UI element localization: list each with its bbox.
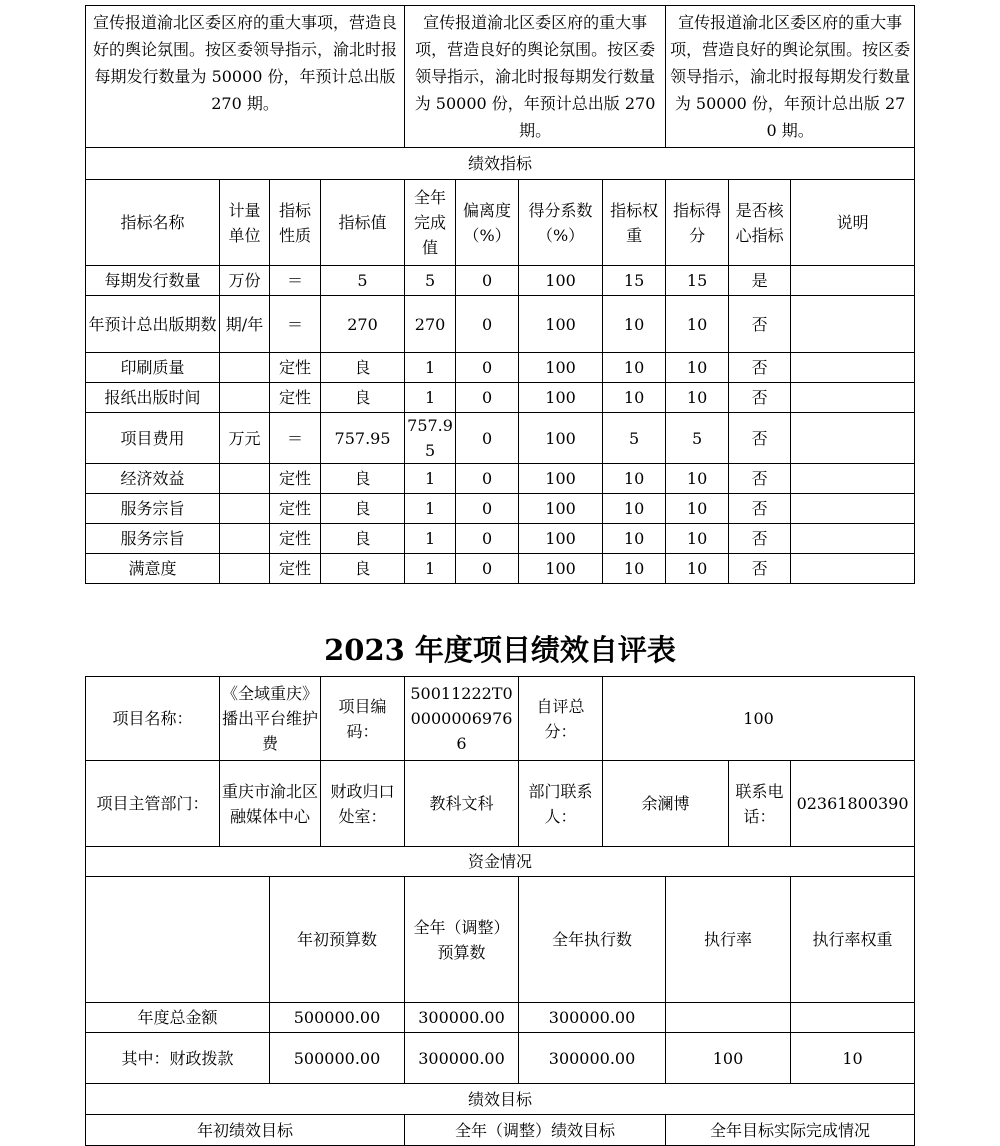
indicator-cell: 否	[729, 554, 791, 584]
funds-cell: 300000.00	[405, 1003, 519, 1033]
indicator-header-cell: 得分系数（%）	[519, 180, 603, 266]
performance-indicator-table	[85, 5, 915, 584]
indicator-cell: 10	[603, 494, 666, 524]
indicator-cell	[791, 353, 915, 383]
indicator-cell: ＝	[270, 296, 321, 353]
indicator-cell: 15	[603, 266, 666, 296]
indicator-cell	[791, 413, 915, 464]
page-title: 2023 年度项目绩效自评表	[324, 633, 676, 667]
indicator-cell: 100	[519, 413, 603, 464]
indicator-cell: 10	[666, 494, 729, 524]
indicator-cell: 270	[405, 296, 456, 353]
indicator-cell: 270	[321, 296, 405, 353]
funds-header-blank	[86, 877, 270, 1003]
indicator-section-title: 绩效指标	[86, 148, 915, 180]
indicator-header-cell: 指标权重	[603, 180, 666, 266]
indicator-cell	[791, 494, 915, 524]
score-label: 自评总分：	[519, 677, 603, 761]
table-row	[86, 296, 915, 353]
indicator-cell: 0	[456, 494, 519, 524]
indicator-cell: 否	[729, 494, 791, 524]
indicator-cell: 757.95	[321, 413, 405, 464]
indicator-cell: 良	[321, 464, 405, 494]
indicator-cell: 5	[603, 413, 666, 464]
table-row	[86, 413, 915, 464]
indicator-cell: 0	[456, 353, 519, 383]
indicator-header-cell: 计量单位	[220, 180, 270, 266]
indicator-header-cell: 说明	[791, 180, 915, 266]
finance-office: 教科文科	[405, 761, 519, 847]
indicator-cell: 10	[666, 383, 729, 413]
goal-header-adjusted: 全年（调整）绩效目标	[405, 1115, 666, 1146]
indicator-cell: 100	[519, 494, 603, 524]
indicator-cell: 10	[603, 464, 666, 494]
indicator-cell: 10	[603, 554, 666, 584]
indicator-cell: ＝	[270, 266, 321, 296]
self-score: 100	[603, 677, 915, 761]
indicator-cell: 经济效益	[86, 464, 220, 494]
indicator-cell: 1	[405, 494, 456, 524]
indicator-header-cell: 全年完成值	[405, 180, 456, 266]
indicator-cell: 10	[666, 464, 729, 494]
indicator-header-cell: 指标名称	[86, 180, 220, 266]
indicator-cell: 定性	[270, 353, 321, 383]
indicator-cell: 100	[519, 296, 603, 353]
funds-cell	[666, 1003, 791, 1033]
contact-person: 余澜博	[603, 761, 729, 847]
indicator-cell: 印刷质量	[86, 353, 220, 383]
phone-label: 联系电话：	[729, 761, 791, 847]
indicator-cell: 10	[603, 524, 666, 554]
indicator-cell	[791, 383, 915, 413]
indicator-cell: 报纸出版时间	[86, 383, 220, 413]
indicator-cell: 定性	[270, 383, 321, 413]
indicator-cell	[220, 494, 270, 524]
indicator-cell: 100	[519, 554, 603, 584]
indicator-cell: 100	[519, 524, 603, 554]
indicator-cell	[220, 554, 270, 584]
indicator-cell	[220, 524, 270, 554]
dept-label: 项目主管部门：	[86, 761, 220, 847]
table-row	[86, 266, 915, 296]
indicator-cell: 0	[456, 413, 519, 464]
indicator-cell: 5	[666, 413, 729, 464]
funds-header-cell: 年初预算数	[270, 877, 405, 1003]
indicator-cell	[220, 353, 270, 383]
project-code: 50011222T000000069766	[405, 677, 519, 761]
indicator-cell: 定性	[270, 554, 321, 584]
table-row	[86, 524, 915, 554]
indicator-cell: 期/年	[220, 296, 270, 353]
goal-header-initial: 年初绩效目标	[86, 1115, 405, 1146]
table-row	[86, 383, 915, 413]
funds-cell: 300000.00	[519, 1003, 666, 1033]
indicator-cell: 项目费用	[86, 413, 220, 464]
funds-cell: 500000.00	[270, 1033, 405, 1084]
indicator-cell: 10	[603, 296, 666, 353]
funds-cell: 300000.00	[405, 1033, 519, 1084]
indicator-cell: 100	[519, 266, 603, 296]
funds-cell	[791, 1003, 915, 1033]
indicator-header-cell: 是否核心指标	[729, 180, 791, 266]
indicator-cell: 是	[729, 266, 791, 296]
indicator-cell: 5	[405, 266, 456, 296]
indicator-cell	[791, 524, 915, 554]
indicator-cell: 0	[456, 383, 519, 413]
indicator-cell: 否	[729, 353, 791, 383]
indicator-cell: 10	[666, 554, 729, 584]
indicator-cell: 定性	[270, 524, 321, 554]
funds-cell: 300000.00	[519, 1033, 666, 1084]
indicator-cell: 0	[456, 524, 519, 554]
indicator-cell: 服务宗旨	[86, 524, 220, 554]
indicator-cell	[220, 383, 270, 413]
project-name-label: 项目名称：	[86, 677, 220, 761]
funds-cell: 100	[666, 1033, 791, 1084]
indicator-cell: 0	[456, 464, 519, 494]
indicator-cell: 否	[729, 464, 791, 494]
funds-header-cell: 全年（调整）预算数	[405, 877, 519, 1003]
funds-row-label: 其中：财政拨款	[86, 1033, 270, 1084]
indicator-cell: 1	[405, 383, 456, 413]
indicator-cell: 年预计总出版期数	[86, 296, 220, 353]
table-row	[86, 353, 915, 383]
funds-header-cell: 执行率权重	[791, 877, 915, 1003]
indicator-cell	[791, 464, 915, 494]
indicator-cell: 良	[321, 554, 405, 584]
indicator-cell: 服务宗旨	[86, 494, 220, 524]
indicator-cell: 1	[405, 464, 456, 494]
indicator-cell: 10	[603, 383, 666, 413]
indicator-cell: 否	[729, 413, 791, 464]
indicator-cell	[791, 554, 915, 584]
indicator-header-cell: 指标得分	[666, 180, 729, 266]
table-row	[86, 464, 915, 494]
goal-section-title: 绩效目标	[86, 1084, 915, 1115]
indicator-cell: 定性	[270, 464, 321, 494]
indicator-cell: 万份	[220, 266, 270, 296]
indicator-cell: 100	[519, 383, 603, 413]
indicator-cell: 10	[666, 524, 729, 554]
indicator-cell: 1	[405, 554, 456, 584]
funds-row-label: 年度总金额	[86, 1003, 270, 1033]
finance-label: 财政归口处室：	[321, 761, 405, 847]
project-name: 《全域重庆》播出平台维护费	[220, 677, 321, 761]
indicator-cell: 万元	[220, 413, 270, 464]
adjusted-target-text: 宣传报道渝北区委区府的重大事项，营造良好的舆论氛围。按区委领导指示，渝北时报每期发行数量为 50000 份，年预计总出版 270 期。	[405, 6, 666, 148]
funds-section-title: 资金情况	[86, 847, 915, 877]
indicator-cell: 10	[666, 296, 729, 353]
table-row	[86, 1003, 915, 1033]
funds-cell: 10	[791, 1033, 915, 1084]
indicator-cell: ＝	[270, 413, 321, 464]
funds-header-cell: 全年执行数	[519, 877, 666, 1003]
indicator-cell: 良	[321, 524, 405, 554]
indicator-header-cell: 偏离度（%）	[456, 180, 519, 266]
indicator-cell: 757.95	[405, 413, 456, 464]
indicator-cell: 100	[519, 353, 603, 383]
self-evaluation-table	[85, 676, 915, 1146]
funds-cell: 500000.00	[270, 1003, 405, 1033]
indicator-cell: 1	[405, 353, 456, 383]
indicator-cell: 良	[321, 383, 405, 413]
contact-label: 部门联系人：	[519, 761, 603, 847]
indicator-header-cell: 指标性质	[270, 180, 321, 266]
indicator-cell: 0	[456, 266, 519, 296]
table-row	[86, 554, 915, 584]
indicator-cell	[220, 464, 270, 494]
indicator-cell: 否	[729, 524, 791, 554]
dept: 重庆市渝北区融媒体中心	[220, 761, 321, 847]
indicator-cell: 100	[519, 464, 603, 494]
actual-completion-text: 宣传报道渝北区委区府的重大事项，营造良好的舆论氛围。按区委领导指示，渝北时报每期发行数量为 50000 份，年预计总出版 270 期。	[666, 6, 915, 148]
initial-target-text: 宣传报道渝北区委区府的重大事项，营造良好的舆论氛围。按区委领导指示，渝北时报每期发行数量为 50000 份，年预计总出版 270 期。	[86, 6, 405, 148]
indicator-cell: 10	[666, 353, 729, 383]
indicator-cell: 否	[729, 296, 791, 353]
indicator-cell: 满意度	[86, 554, 220, 584]
indicator-cell: 0	[456, 296, 519, 353]
indicator-cell: 每期发行数量	[86, 266, 220, 296]
indicator-header-cell: 指标值	[321, 180, 405, 266]
indicator-cell: 0	[456, 554, 519, 584]
indicator-cell: 良	[321, 353, 405, 383]
indicator-cell	[791, 266, 915, 296]
phone: 02361800390	[791, 761, 915, 847]
indicator-cell: 1	[405, 524, 456, 554]
table-row	[86, 494, 915, 524]
indicator-cell: 5	[321, 266, 405, 296]
project-code-label: 项目编码：	[321, 677, 405, 761]
table-row	[86, 1033, 915, 1084]
indicator-cell: 良	[321, 494, 405, 524]
indicator-cell: 定性	[270, 494, 321, 524]
indicator-cell	[791, 296, 915, 353]
indicator-cell: 15	[666, 266, 729, 296]
indicator-cell: 10	[603, 353, 666, 383]
funds-header-cell: 执行率	[666, 877, 791, 1003]
indicator-cell: 否	[729, 383, 791, 413]
goal-header-actual: 全年目标实际完成情况	[666, 1115, 915, 1146]
